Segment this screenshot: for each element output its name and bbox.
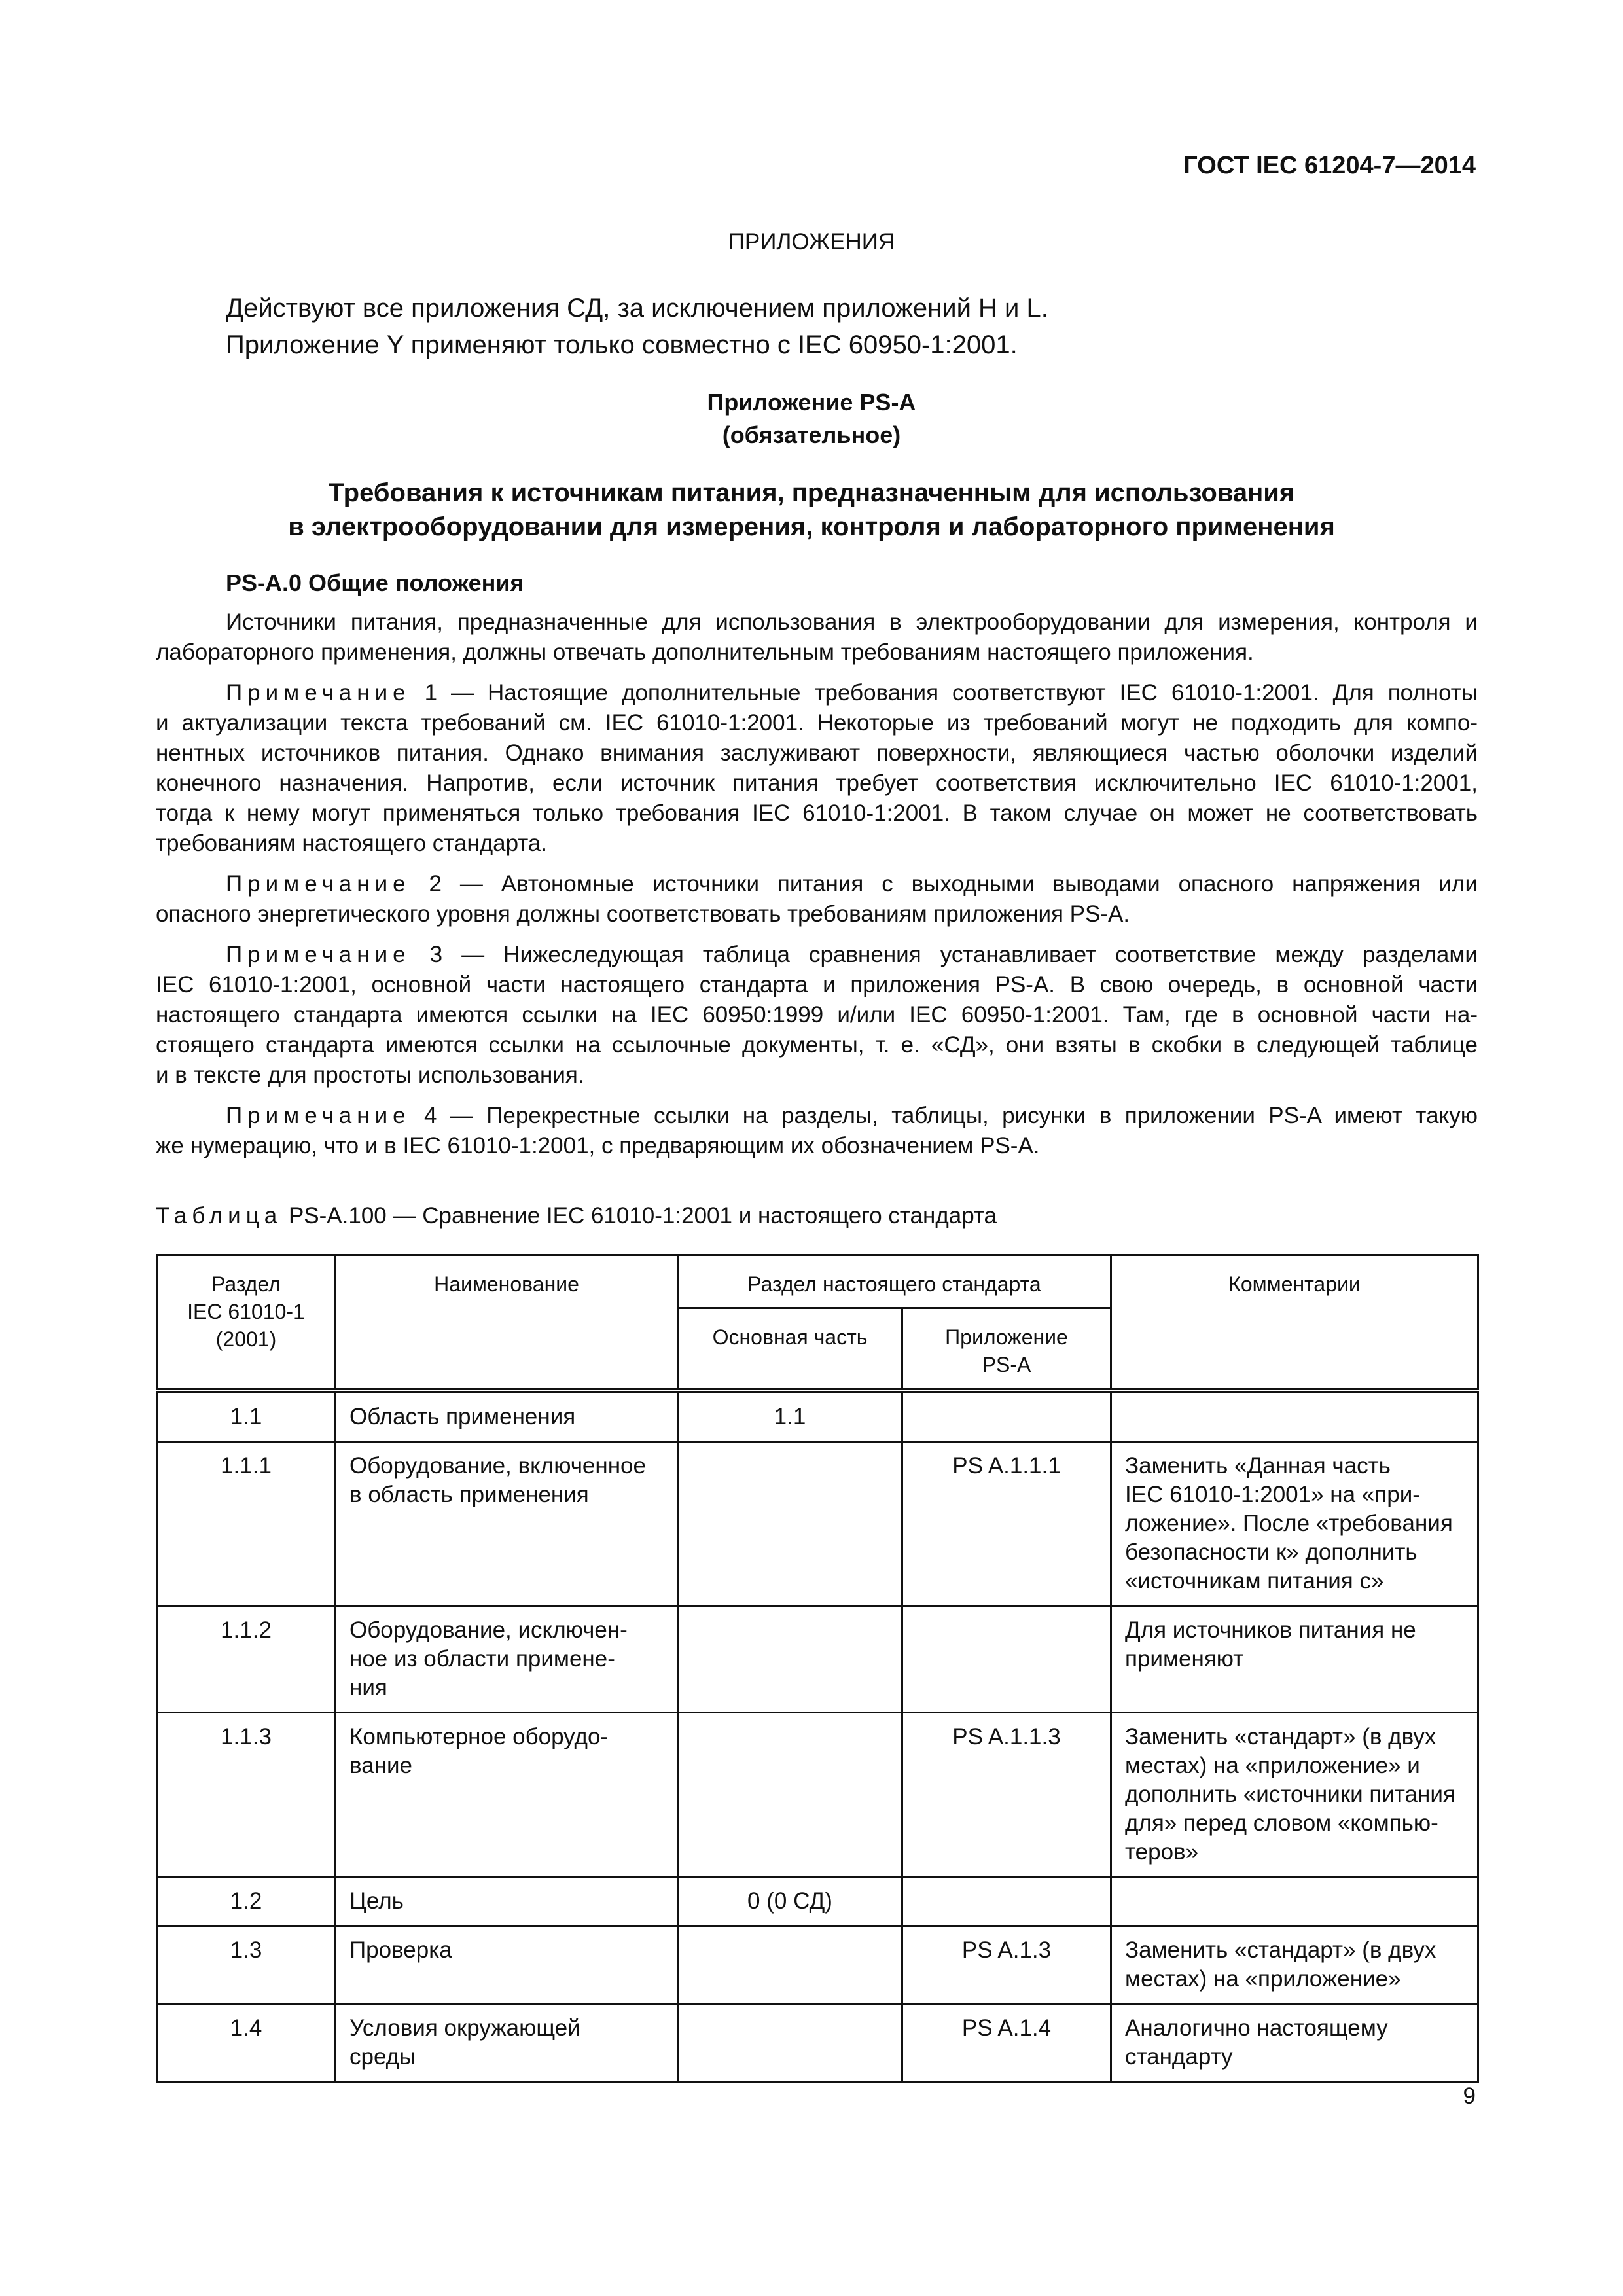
cell-section: 1.1 [157,1391,336,1442]
table-caption-text: PS-A.100 — Сравнение IEC 61010-1:2001 и настоящего стандарта [282,1203,997,1229]
annex-title-line: в электрооборудовании для измерения, контроля и лабораторного применения [288,512,1335,541]
header-line: IEC 61010-1 [187,1300,305,1323]
paragraph-line: лабораторного применения, должны отвечать дополнительным требованиям настоящего приложения. [156,639,1254,665]
cell-line: Заменить «стандарт» (в двух [1125,1937,1436,1963]
annex-title-line: Требования к источникам питания, предназначенным для использования [328,478,1295,507]
header-name: Наименование [336,1255,678,1391]
cell-section: 1.1.3 [157,1713,336,1877]
section-paragraph [156,607,1478,668]
note-first-line [156,940,1478,970]
note-2 [156,869,1478,929]
note-label: Примечание [226,680,411,706]
section-body [156,568,1478,1172]
note-first-line [156,678,1478,708]
cell-annex [902,1606,1111,1713]
annex-title [0,476,1623,544]
cell-name [336,1713,678,1877]
paragraph-line: Источники питания, предназначенные для использования в электрооборудовании для измерения, контроля и [226,609,1478,635]
cell-comment [1111,1713,1478,1877]
note-line: и в тексте для простоты использования. [156,1062,584,1088]
cell-name [336,1877,678,1926]
cell-section: 1.4 [157,2004,336,2082]
cell-main [678,1713,902,1877]
note-line: же нумерацию, что и в IEC 61010-1:2001, с предваряющим их обозначением PS-A. [156,1133,1040,1158]
cell-line: IEC 61010-1:2001» на «при- [1125,1482,1420,1507]
table-row [157,1606,1478,1713]
table-row [157,1877,1478,1926]
cell-main [678,2004,902,2082]
table-row [157,1713,1478,1877]
document-code: ГОСТ IEC 61204-7—2014 [1183,152,1476,179]
cell-line: Компьютерное оборудо- [349,1724,609,1749]
cell-name [336,1926,678,2004]
cell-line: местах) на «приложение» [1125,1966,1401,1992]
cell-annex [902,1391,1111,1442]
note-text: 3 — Нижеследующая таблица сравнения устанавливает соответствие между разделами [410,942,1478,967]
cell-line: Для источников питания не [1125,1617,1416,1643]
header-line: PS-A [982,1353,1031,1376]
cell-line: безопасности к» дополнить [1125,1539,1418,1565]
cell-line: ния [349,1675,387,1700]
table-row [157,2004,1478,2082]
header-standard-section: Раздел настоящего стандарта [678,1255,1111,1308]
section-heading: PS-A.0 Общие положения [226,569,524,596]
cell-line: Область применения [349,1404,576,1429]
annex-heading [0,386,1623,452]
table-caption-label: Таблица [156,1203,283,1229]
cell-line: Заменить «Данная часть [1125,1453,1391,1479]
cell-name [336,2004,678,2082]
note-1 [156,678,1478,859]
cell-line: Условия окружающей [349,2015,580,2041]
note-line: конечного назначения. Напротив, если источник питания требует соответствия исключительно IEC 61010-1:2001, [156,770,1478,796]
cell-section: 1.1.2 [157,1606,336,1713]
cell-comment [1111,1926,1478,2004]
cell-line: для» перед словом «компью- [1125,1810,1438,1836]
cell-line: Оборудование, исключен- [349,1617,628,1643]
intro-text [226,290,1048,363]
note-first-line [156,869,1478,899]
header-comments: Комментарии [1111,1255,1478,1391]
cell-line: местах) на «приложение» и [1125,1753,1420,1778]
cell-line: «источникам питания с» [1125,1568,1384,1594]
cell-section: 1.3 [157,1926,336,2004]
cell-annex: PS A.1.1.1 [902,1442,1111,1606]
page-number: 9 [1463,2083,1476,2109]
header-annex-psa [902,1308,1111,1391]
cell-comment [1111,2004,1478,2082]
note-text: 2 — Автономные источники питания с выходными выводами опасного напряжения или [410,871,1478,897]
cell-line: в область применения [349,1482,589,1507]
cell-name [336,1391,678,1442]
note-text: 1 — Настоящие дополнительные требования соответствуют IEC 61010-1:2001. Для полноты [410,680,1478,706]
note-line: настоящего стандарта имеются ссылки на IEC 60950:1999 и/или IEC 60950-1:2001. Там, где в основной части на- [156,1002,1478,1028]
cell-name [336,1442,678,1606]
header-main-part: Основная часть [678,1308,902,1391]
cell-comment [1111,1877,1478,1926]
annex-status: (обязательное) [722,422,901,448]
cell-section: 1.1.1 [157,1442,336,1606]
cell-line: дополнить «источники питания [1125,1782,1455,1807]
cell-line: применяют [1125,1646,1244,1672]
note-4 [156,1101,1478,1161]
cell-line: ное из области примене- [349,1646,615,1672]
note-line: опасного энергетического уровня должны соответствовать требованиям приложения PS-A. [156,901,1130,927]
cell-line: Заменить «стандарт» (в двух [1125,1724,1436,1749]
cell-line: Цель [349,1888,404,1914]
intro-line: Действуют все приложения СД, за исключением приложений H и L. [226,294,1048,323]
note-label: Примечание [226,1103,411,1128]
note-line: нентных источников питания. Однако внимания заслуживают поверхности, являющиеся частью оболочки изделий [156,740,1478,766]
cell-line: вание [349,1753,413,1778]
cell-annex: PS A.1.3 [902,1926,1111,2004]
note-line: требованиям настоящего стандарта. [156,831,548,856]
cell-main: 0 (0 СД) [678,1877,902,1926]
cell-main [678,1442,902,1606]
cell-line: теров» [1125,1839,1199,1865]
note-line: стоящего стандарта имеются ссылки на ссылочные документы, т. е. «СД», они взяты в скобки в следующей таблице [156,1032,1478,1058]
note-3 [156,940,1478,1090]
annex-name: Приложение PS-A [707,389,916,416]
cell-comment [1111,1442,1478,1606]
cell-name [336,1606,678,1713]
cell-main [678,1926,902,2004]
cell-annex: PS A.1.1.3 [902,1713,1111,1877]
note-line: IEC 61010-1:2001, основной части настоящего стандарта и приложения PS-A. В свою очередь, в основной части [156,972,1478,997]
cell-main: 1.1 [678,1391,902,1442]
cell-line: Аналогично настоящему [1125,2015,1388,2041]
table-body [157,1391,1478,2082]
cell-annex [902,1877,1111,1926]
comparison-table [156,1254,1479,2083]
note-line: тогда к нему могут применяться только требования IEC 61010-1:2001. В таком случае он может не соответствовать [156,800,1478,826]
table-caption [156,1203,997,1229]
table-row [157,1442,1478,1606]
note-first-line [156,1101,1478,1131]
cell-section: 1.2 [157,1877,336,1926]
intro-line: Приложение Y применяют только совместно с IEC 60950-1:2001. [226,331,1018,359]
section-title: ПРИЛОЖЕНИЯ [728,229,895,255]
note-label: Примечание [226,942,411,967]
cell-annex: PS A.1.4 [902,2004,1111,2082]
header-line: Раздел [211,1272,281,1296]
cell-line: Проверка [349,1937,452,1963]
header-row [157,1255,1478,1308]
cell-comment [1111,1391,1478,1442]
cell-line: среды [349,2044,416,2070]
header-section-iec [157,1255,336,1391]
cell-main [678,1606,902,1713]
table-row [157,1391,1478,1442]
note-label: Примечание [226,871,411,897]
note-text: 4 — Перекрестные ссылки на разделы, таблицы, рисунки в приложении PS-A имеют такую [410,1103,1478,1128]
note-line: и актуализации текста требований см. IEC 61010-1:2001. Некоторые из требований могут не подходить для компо- [156,710,1478,736]
cell-line: ложение». После «требования [1125,1511,1453,1536]
cell-line: стандарту [1125,2044,1233,2070]
table-header [157,1255,1478,1391]
cell-comment [1111,1606,1478,1713]
header-line: (2001) [215,1327,277,1351]
table-row [157,1926,1478,2004]
cell-line: Оборудование, включенное [349,1453,646,1479]
header-line: Приложение [945,1325,1068,1349]
